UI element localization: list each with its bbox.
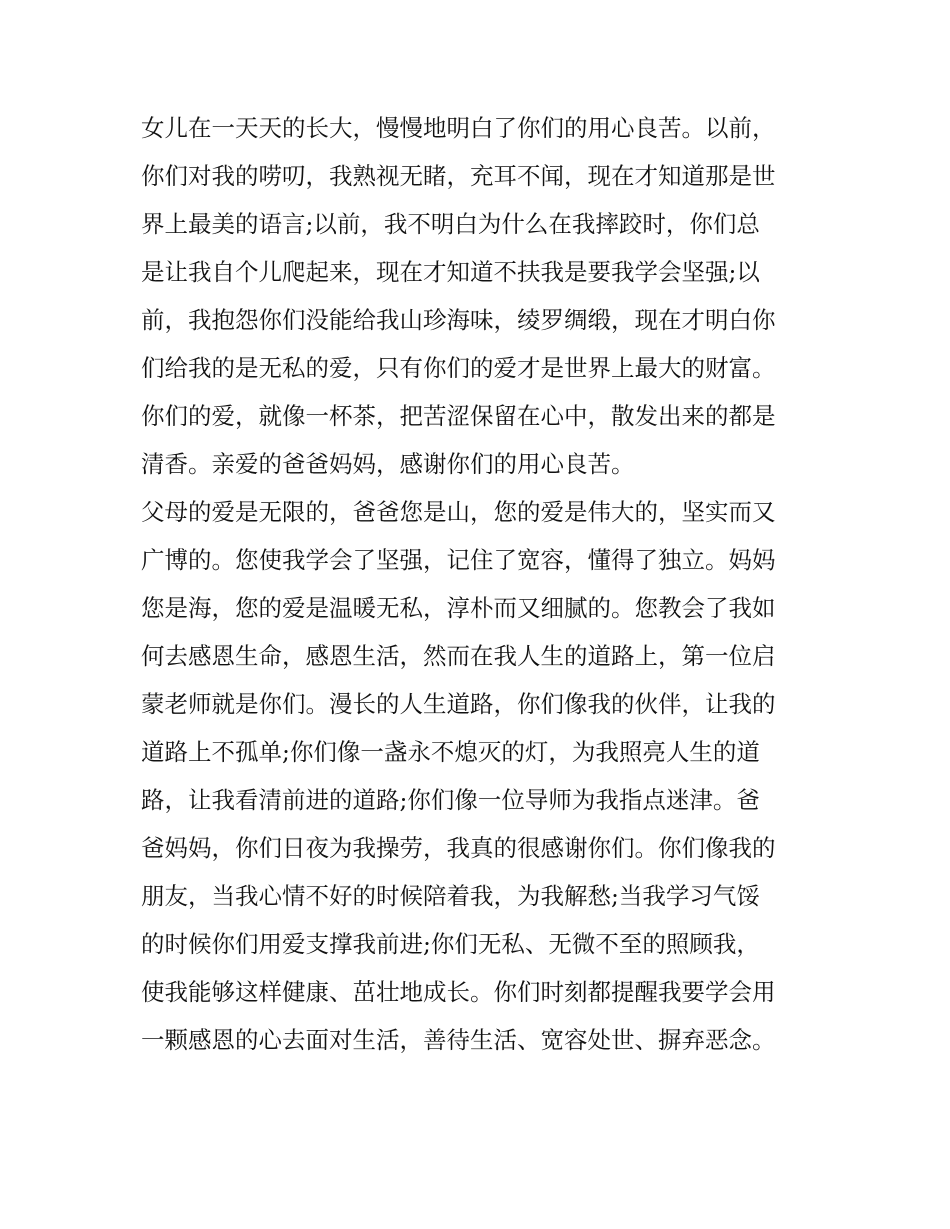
text-line: 是让我自个儿爬起来，现在才知道不扶我是要我学会坚强;以: [141, 258, 760, 286]
text-line: 你们对我的唠叨，我熟视无睹，充耳不闻，现在才知道那是世: [141, 162, 776, 190]
text-line: 路，让我看清前进的道路;你们像一位导师为我指点迷津。爸: [141, 786, 760, 814]
text-line: 何去感恩生命，感恩生活，然而在我人生的道路上，第一位启: [141, 642, 776, 670]
text-line: 女儿在一天天的长大，慢慢地明白了你们的用心良苦。以前，: [141, 114, 776, 142]
text-line: 朋友，当我心情不好的时候陪着我，为我解愁;当我学习气馁: [141, 882, 760, 910]
text-line: 的时候你们用爱支撑我前进;你们无私、无微不至的照顾我，: [141, 930, 760, 958]
text-line: 们给我的是无私的爱，只有你们的爱才是世界上最大的财富。: [141, 354, 776, 382]
text-line: 广博的。您使我学会了坚强，记住了宽容，懂得了独立。妈妈: [141, 546, 776, 574]
text-line: 父母的爱是无限的，爸爸您是山，您的爱是伟大的，坚实而又: [141, 498, 776, 526]
text-line: 您是海，您的爱是温暖无私，淳朴而又细腻的。您教会了我如: [141, 594, 776, 622]
text-line: 使我能够这样健康、茁壮地成长。你们时刻都提醒我要学会用: [141, 978, 776, 1006]
text-line: 蒙老师就是你们。漫长的人生道路，你们像我的伙伴，让我的: [141, 690, 776, 718]
text-line: 爸妈妈，你们日夜为我操劳，我真的很感谢你们。你们像我的: [141, 834, 776, 862]
text-line: 道路上不孤单;你们像一盏永不熄灭的灯，为我照亮人生的道: [141, 738, 760, 766]
text-line: 前，我抱怨你们没能给我山珍海味，绫罗绸缎，现在才明白你: [141, 306, 776, 334]
text-line: 界上最美的语言;以前，我不明白为什么在我摔跤时，你们总: [141, 210, 760, 238]
text-line: 清香。亲爱的爸爸妈妈，感谢你们的用心良苦。: [141, 450, 635, 478]
text-line: 你们的爱，就像一杯茶，把苦涩保留在心中，散发出来的都是: [141, 402, 776, 430]
text-line: 一颗感恩的心去面对生活，善待生活、宽容处世、摒弃恶念。: [141, 1026, 776, 1054]
